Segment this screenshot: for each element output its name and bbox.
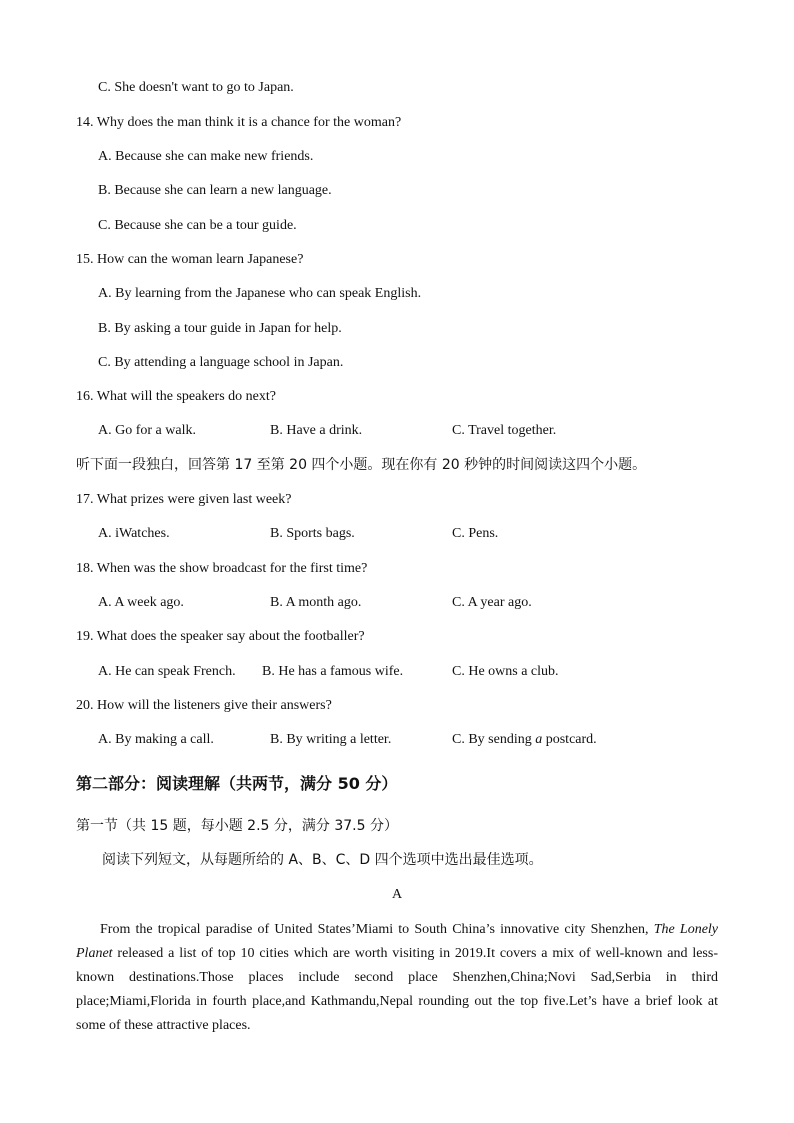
q19-option-b: B. He has a famous wife. bbox=[262, 664, 404, 679]
q20-option-c-italic: a bbox=[535, 732, 543, 747]
q15-option-c: C. By attending a language school in Japan. bbox=[98, 355, 344, 370]
passage-part2: released a list of top 10 cities which are worth visiting in 2019.It covers a mix of well-known and less-known destinations.Those places include second place Shenzhen,China;Novi Sad,Serbia in third place;Miami,Florida in fourth place,and Kathmandu,Nepal rounding out the top five.Let’s have a brief look at some of these attractive places. bbox=[76, 946, 718, 1033]
q16-option-c: C. Travel together. bbox=[452, 423, 557, 438]
q18-option-c: C. A year ago. bbox=[452, 595, 532, 610]
section1-title: 第一节（共 15 题，每小题 2.5 分，满分 37.5 分） bbox=[76, 818, 398, 834]
part2-title: 第二部分：阅读理解（共两节，满分 50 分） bbox=[76, 774, 398, 793]
q20-option-b: B. By writing a letter. bbox=[270, 732, 392, 747]
q17-option-c: C. Pens. bbox=[452, 526, 499, 541]
q15-question: 15. How can the woman learn Japanese? bbox=[76, 252, 304, 267]
q17-question: 17. What prizes were given last week? bbox=[76, 492, 292, 507]
q20-question: 20. How will the listeners give their answers? bbox=[76, 698, 332, 713]
q19-option-a: A. He can speak French. bbox=[98, 664, 236, 679]
passage-label: A bbox=[391, 887, 403, 902]
q19-question: 19. What does the speaker say about the footballer? bbox=[76, 629, 365, 644]
q17-option-a: A. iWatches. bbox=[98, 526, 170, 541]
q16-option-b: B. Have a drink. bbox=[270, 423, 363, 438]
q20-option-c-prefix: C. By sending bbox=[452, 732, 536, 747]
q20-option-a: A. By making a call. bbox=[98, 732, 214, 747]
monologue-instruction: 听下面一段独白，回答第 17 至第 20 四个小题。现在你有 20 秒钟的时间阅读这四个小题。 bbox=[76, 457, 647, 473]
q16-question: 16. What will the speakers do next? bbox=[76, 389, 276, 404]
passage-part1: From the tropical paradise of United States’Miami to South China’s innovative city Shenzhen, bbox=[100, 922, 649, 937]
reading-instruction: 阅读下列短文，从每题所给的 A、B、C、D 四个选项中选出最佳选项。 bbox=[102, 852, 543, 868]
q14-option-b: B. Because she can learn a new language. bbox=[98, 183, 332, 198]
q15-option-b: B. By asking a tour guide in Japan for help. bbox=[98, 321, 342, 336]
q18-option-b: B. A month ago. bbox=[270, 595, 362, 610]
q14-option-c: C. Because she can be a tour guide. bbox=[98, 218, 297, 233]
passage-a-paragraph bbox=[76, 918, 718, 1038]
q18-question: 18. When was the show broadcast for the first time? bbox=[76, 561, 368, 576]
q20-option-c bbox=[452, 731, 597, 749]
q14-question: 14. Why does the man think it is a chance for the woman? bbox=[76, 115, 402, 130]
q15-option-a: A. By learning from the Japanese who can speak English. bbox=[98, 286, 422, 301]
q13-option-c: C. She doesn't want to go to Japan. bbox=[98, 80, 294, 95]
q17-option-b: B. Sports bags. bbox=[270, 526, 355, 541]
q20-option-c-suffix: postcard. bbox=[542, 732, 597, 747]
q16-option-a: A. Go for a walk. bbox=[98, 423, 196, 438]
q19-option-c: C. He owns a club. bbox=[452, 664, 559, 679]
book-title: The Lonely Planet bbox=[76, 922, 719, 961]
q14-option-a: A. Because she can make new friends. bbox=[98, 149, 314, 164]
q18-option-a: A. A week ago. bbox=[98, 595, 184, 610]
